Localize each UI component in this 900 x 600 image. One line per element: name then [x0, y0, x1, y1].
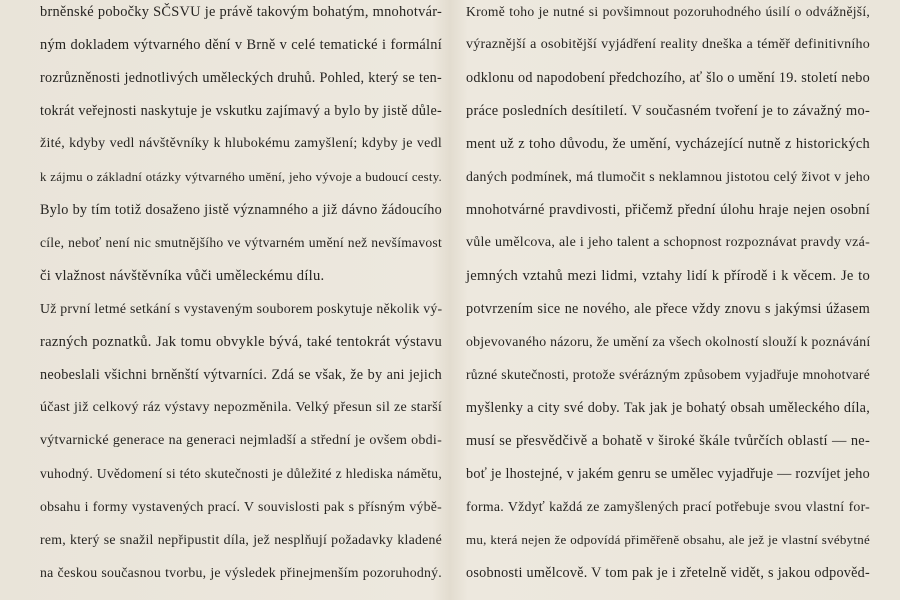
text-line: Bylo by tím totiž dosaženo jistě významného a již dávno žádoucího [40, 202, 442, 218]
text-line: ment už z toho důvodu, že umění, vycházející nutně z historických [466, 136, 870, 152]
text-line: žité, kdyby vedl návštěvníky k hlubokému zamyšlení; kdyby je vedl [40, 136, 442, 151]
text-line: neobeslali všichni brněnští výtvarníci. Zdá se však, že by ani jejich [40, 367, 442, 383]
text-line: rozrůzněnosti jednotlivých uměleckých druhů. Pohled, který se ten- [40, 70, 442, 86]
text-line: musí se přesvědčivě a bohatě v široké škále tvůrčích oblastí — ne- [466, 433, 870, 449]
text-line: forma. Vždyť každá ze zamyšlených prací potřebuje svou vlastní for- [466, 499, 870, 514]
text-line: práce posledních desítiletí. V současném tvoření je to závažný mo- [466, 103, 870, 119]
text-line: vuhodný. Uvědomení si této skutečnosti je důležité z hlediska námětu, [40, 466, 442, 481]
text-line: jemných vztahů mezi lidmi, vztahy lidí k přírodě i k věcem. Je to [466, 268, 870, 284]
text-line: brněnské pobočky SČSVU je právě takovým bohatým, mnohotvár- [40, 4, 442, 20]
text-line: mu, která nejen že odpovídá přiměřeně obsahu, ale jež je vlastní svébytné [466, 532, 870, 547]
text-line: mnohotvárné pravdivosti, přičemž přední úlohu hraje nejen osobní [466, 202, 870, 218]
text-line: objevovaného názoru, že umění za všech okolností slouží k poznávání [466, 334, 871, 349]
text-line: Kromě toho je nutné si povšimnout pozoruhodného úsilí o odvážnější, [466, 4, 870, 19]
text-line: různé skutečnosti, protože svérázným způsobem vyjadřuje mnohotvaré [466, 367, 870, 382]
text-line: boť je lhostejné, v jakém genru se umělec vyjadřuje — rozvíjet jeho [466, 466, 870, 482]
text-line: obsahu i formy vystavených prací. V souvislosti pak s přísným výbě- [40, 499, 442, 514]
text-line: na českou současnou tvorbu, je výsledek přinejmenším pozoruhodný. [40, 565, 442, 580]
text-line: daných podmínek, má tlumočit s neklamnou jistotou celý život v jeho [466, 169, 870, 184]
text-line: potvrzením sice ne nového, ale přece vždy znovu s jakýmsi úžasem [466, 301, 870, 317]
text-line: Už první letmé setkání s vystaveným souborem poskytuje několik vý- [40, 301, 443, 316]
text-line: odklonu od napodobení předchozího, ať šlo o umění 19. století nebo [466, 70, 870, 86]
text-line: ným dokladem výtvarného dění v Brně v celé tematické i formální [40, 37, 442, 53]
text-line: či vlažnost návštěvníka vůči uměleckému dílu. [40, 268, 325, 284]
text-line: rem, který se snažil nepřipustit díla, jež nesplňují požadavky kladené [40, 532, 442, 547]
text-line: cíle, neboť není nic smutnějšího ve výtvarném umění než nevšímavost [40, 235, 442, 250]
text-line: výraznější a osobitější vyjádření reality dneška a téměř definitivního [466, 37, 870, 52]
text-line: tokrát veřejnosti naskytuje je vskutku zajímavý a bylo by jistě důle- [40, 103, 442, 119]
text-line: k zájmu o základní otázky výtvarného umění, jeho vývoje a budoucí cesty. [40, 170, 442, 184]
text-line: razných poznatků. Jak tomu obvykle bývá, také tentokrát výstavu [40, 334, 442, 350]
text-line: účast již celkový ráz výstavy nepozměnila. Velký přesun sil ze starší [40, 400, 442, 415]
text-line: myšlenky a city své doby. Tak jak je bohatý obsah uměleckého díla, [466, 400, 870, 416]
text-line: výtvarnické generace na generaci nejmladší a střední je ovšem obdi- [40, 433, 442, 448]
text-line: vůle umělcova, ale i jeho talent a schopnost rozpoznávat pravdy vzá- [466, 235, 870, 250]
text-line: osobnosti umělcově. V tom pak je i zřetelně vidět, s jakou odpověd- [466, 565, 870, 581]
